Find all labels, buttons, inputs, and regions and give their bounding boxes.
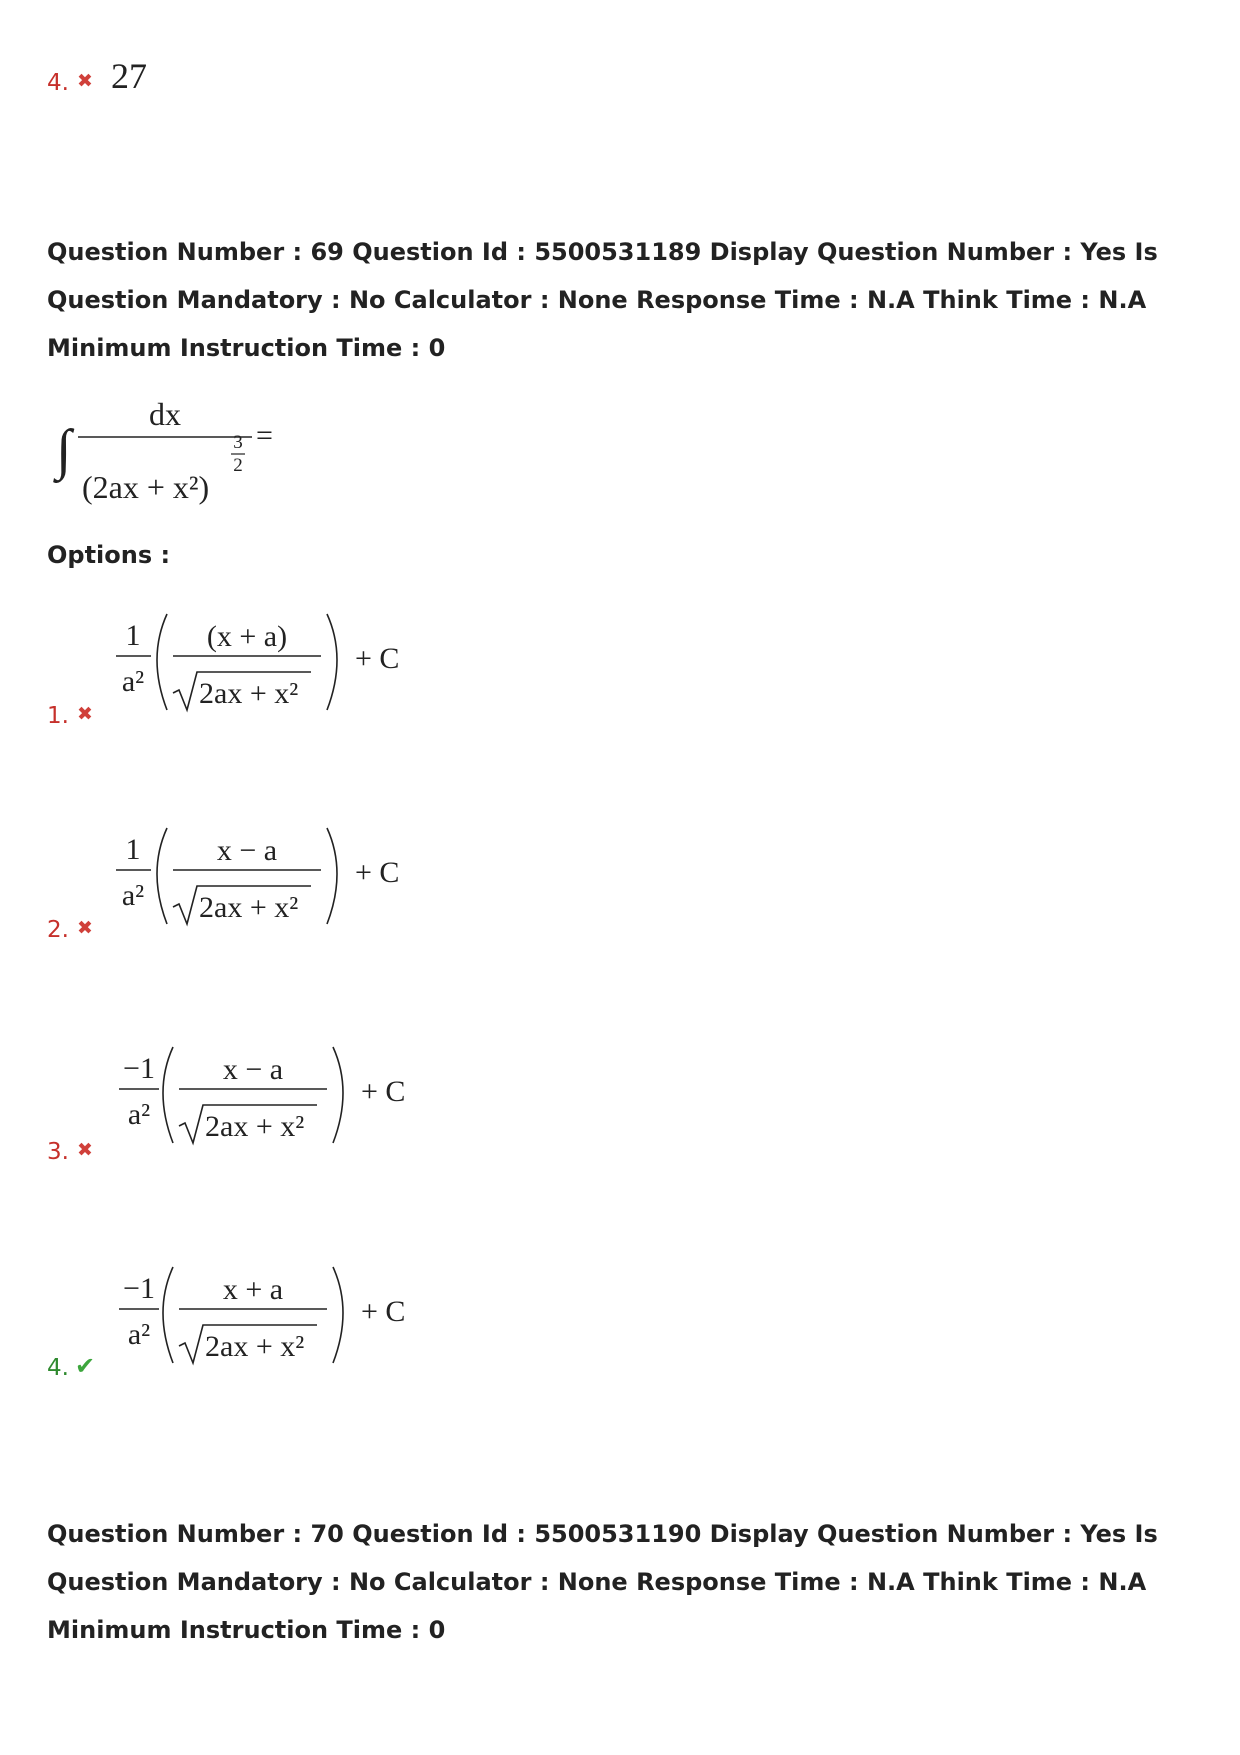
wrong-mark-icon: ✖ (77, 70, 93, 92)
left-paren (163, 1047, 173, 1143)
inner-numerator: x − a (216, 834, 278, 867)
inner-denominator: 2ax + x² (205, 1330, 305, 1363)
coefficient-numerator: 1 (125, 619, 141, 652)
coefficient-numerator: −1 (123, 1052, 155, 1085)
coefficient-denominator: a² (121, 665, 145, 698)
option-number: 2. (47, 917, 69, 943)
coefficient-denominator: a² (127, 1318, 151, 1351)
question-70-meta (47, 1510, 1207, 1654)
wrong-mark-icon: ✖ (77, 703, 93, 725)
inner-numerator: x + a (222, 1273, 284, 1306)
right-paren (333, 1267, 343, 1363)
coefficient-denominator: a² (127, 1098, 151, 1131)
inner-numerator: (x + a) (206, 620, 288, 653)
right-paren (327, 614, 337, 710)
question-meta-text: Question Number : 70 Question Id : 5500531190 Display Question Number : Yes Is Question Mandatory : No Calculator : None Response Time : N.A Think Time : N.A Minimum Instruction Time : 0 (47, 1520, 1158, 1644)
option-expression (117, 1263, 437, 1373)
option-4[interactable] (47, 1263, 447, 1383)
coefficient-numerator: −1 (123, 1272, 155, 1305)
inner-denominator: 2ax + x² (199, 677, 299, 710)
inner-denominator: 2ax + x² (199, 891, 299, 924)
wrong-mark-icon: ✖ (77, 1139, 93, 1161)
constant-suffix: + C (361, 1295, 406, 1328)
left-paren (157, 614, 167, 710)
option-3[interactable] (47, 1043, 447, 1163)
option-number: 3. (47, 1139, 69, 1165)
correct-check-icon: ✔ (75, 1352, 96, 1380)
wrong-mark-icon: ✖ (77, 917, 93, 939)
option-number: 4. (47, 70, 69, 96)
coefficient-numerator: 1 (125, 833, 141, 866)
left-paren (157, 828, 167, 924)
option-expression (111, 610, 431, 720)
prev-option-4 (47, 58, 247, 108)
exponent-numerator: 3 (233, 432, 243, 453)
coefficient-denominator: a² (121, 879, 145, 912)
integral-sign: ∫ (56, 419, 72, 481)
constant-suffix: + C (355, 856, 400, 889)
option-answer-text: 27 (111, 56, 147, 96)
constant-suffix: + C (361, 1075, 406, 1108)
exponent-denominator: 2 (233, 455, 243, 476)
option-number: 4. (47, 1355, 69, 1381)
option-number: 1. (47, 703, 69, 729)
stem-denominator: (2ax + x²) (82, 469, 210, 505)
options-label: Options : (47, 541, 171, 569)
constant-suffix: + C (355, 642, 400, 675)
inner-denominator: 2ax + x² (205, 1110, 305, 1143)
option-expression (117, 1043, 437, 1153)
left-paren (163, 1267, 173, 1363)
stem-numerator: dx (149, 396, 181, 432)
question-69-stem (52, 390, 292, 515)
question-meta-text: Question Number : 69 Question Id : 5500531189 Display Question Number : Yes Is Question Mandatory : No Calculator : None Response Time : N.A Think Time : N.A Minimum Instruction Time : 0 (47, 238, 1158, 362)
option-1[interactable] (47, 610, 447, 730)
right-paren (333, 1047, 343, 1143)
question-69-meta (47, 228, 1207, 372)
right-paren (327, 828, 337, 924)
option-2[interactable] (47, 824, 447, 944)
equals-sign: = (256, 419, 273, 452)
option-expression (111, 824, 431, 934)
inner-numerator: x − a (222, 1053, 284, 1086)
